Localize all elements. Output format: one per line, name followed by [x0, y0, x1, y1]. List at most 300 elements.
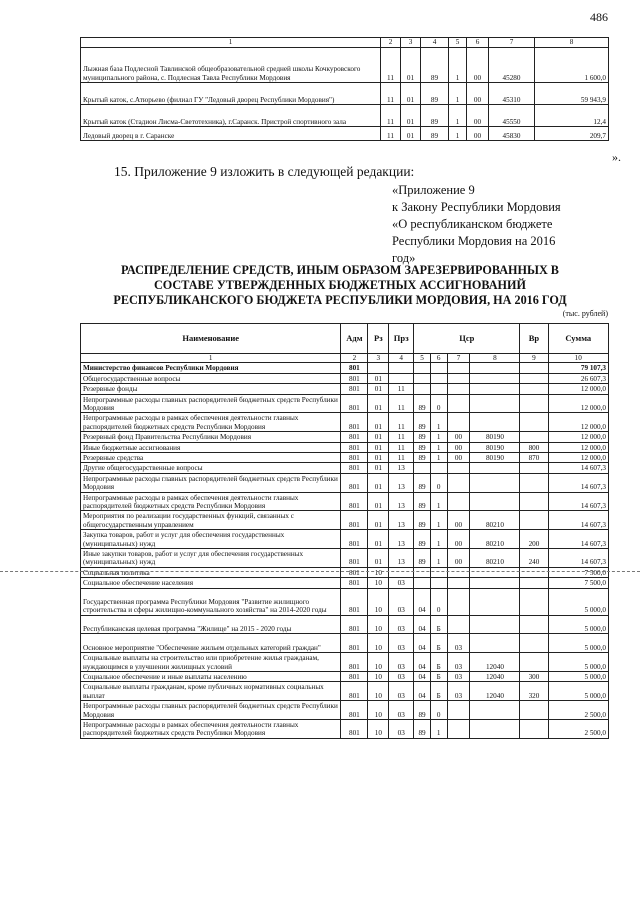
column-number: 6 — [430, 354, 447, 363]
row-vr — [520, 363, 548, 373]
column-number: 1 — [81, 38, 381, 48]
row-csr-4 — [470, 373, 520, 383]
table-row — [81, 473, 609, 492]
row-sum: 5 000,0 — [548, 672, 608, 682]
row-csr-1: 89 — [414, 492, 431, 511]
table-row — [81, 567, 609, 577]
table-row — [81, 615, 609, 634]
row-adm: 801 — [341, 578, 368, 588]
row-sum: 1 600,0 — [535, 48, 609, 83]
row-sum: 14 607,3 — [548, 530, 608, 549]
row-csr-1: 1 — [449, 48, 467, 83]
row-csr-4 — [470, 720, 520, 739]
row-csr-2 — [430, 384, 447, 394]
row-name: Мероприятия по реализации государственных функций, связанных с общегосударственным управлением — [81, 511, 341, 530]
row-name: Непрограммные расходы главных распорядителей бюджетных средств Республики Мордовия — [81, 701, 341, 720]
row-vr: 800 — [520, 442, 548, 452]
row-vr: 240 — [520, 548, 548, 567]
row-prz: 11 — [389, 442, 414, 452]
row-csr-3 — [447, 384, 470, 394]
row-csr-1: 04 — [414, 682, 431, 701]
row-csr-3: 00 — [447, 442, 470, 452]
row-csr-3 — [447, 567, 470, 577]
row-prz — [389, 373, 414, 383]
row-csr-2: 1 — [430, 548, 447, 567]
row-name: Государственная программа Республики Мордовия "Развитие жилищного строительства и сферы жилищно-коммунального хозяйства" на 2014-2020 годы — [81, 588, 341, 615]
column-number: 1 — [81, 354, 341, 363]
header-csr: Цср — [414, 324, 520, 354]
row-sum: 12 000,0 — [548, 452, 608, 462]
row-csr-4: 80190 — [470, 452, 520, 462]
row-vr: 300 — [520, 672, 548, 682]
row-rz: 01 — [401, 83, 421, 105]
row-adm: 11 — [381, 105, 401, 127]
row-sum: 2 500,0 — [548, 701, 608, 720]
row-vr: 320 — [520, 682, 548, 701]
column-number: 8 — [535, 38, 609, 48]
row-prz: 11 — [389, 394, 414, 413]
row-csr-3 — [447, 720, 470, 739]
row-adm: 801 — [341, 615, 368, 634]
row-prz: 11 — [389, 413, 414, 432]
column-number: 7 — [447, 354, 470, 363]
row-name: Республиканская целевая программа "Жилище" на 2015 - 2020 годы — [81, 615, 341, 634]
row-csr-3 — [447, 588, 470, 615]
row-csr-1: 89 — [414, 473, 431, 492]
table-header-row — [81, 324, 609, 354]
row-prz: 13 — [389, 530, 414, 549]
row-vr — [520, 567, 548, 577]
row-csr-2: 00 — [467, 83, 489, 105]
row-csr-1: 89 — [414, 394, 431, 413]
column-number: 2 — [341, 354, 368, 363]
annex-line: «Приложение 9 — [392, 183, 475, 197]
table-row — [81, 105, 609, 127]
row-csr-2: 0 — [430, 473, 447, 492]
row-adm: 801 — [341, 548, 368, 567]
row-rz: 01 — [368, 463, 389, 473]
row-name: Другие общегосударственные вопросы — [81, 463, 341, 473]
row-csr-3: 03 — [447, 682, 470, 701]
row-csr-2: 1 — [430, 432, 447, 442]
row-csr-4: 80210 — [470, 548, 520, 567]
table-row — [81, 432, 609, 442]
row-csr-3: 03 — [447, 672, 470, 682]
row-adm: 801 — [341, 530, 368, 549]
row-sum: 5 000,0 — [548, 588, 608, 615]
continued-table-header-row — [81, 38, 609, 48]
row-csr-3: 00 — [447, 452, 470, 462]
row-csr-3: 00 — [447, 530, 470, 549]
row-name: Закупка товаров, работ и услуг для обеспечения государственных (муниципальных) нужд — [81, 530, 341, 549]
row-csr-4: 80210 — [470, 511, 520, 530]
row-rz: 01 — [368, 530, 389, 549]
row-prz: 03 — [389, 653, 414, 672]
row-name: Иные бюджетные ассигнования — [81, 442, 341, 452]
row-csr-3 — [447, 701, 470, 720]
row-sum: 5 000,0 — [548, 634, 608, 653]
row-csr-1: 1 — [449, 127, 467, 141]
row-csr-1: 04 — [414, 588, 431, 615]
row-adm: 801 — [341, 413, 368, 432]
row-name: Непрограммные расходы в рамках обеспечения деятельности главных распорядителей бюджетных средств Республики Мордовия — [81, 720, 341, 739]
row-adm: 801 — [341, 473, 368, 492]
row-csr-3 — [447, 615, 470, 634]
row-csr-1: 89 — [414, 530, 431, 549]
title-line: РАСПРЕДЕЛЕНИЕ СРЕДСТВ, ИНЫМ ОБРАЗОМ ЗАРЕЗЕРВИРОВАННЫХ В — [121, 263, 559, 277]
header-sum: Сумма — [548, 324, 608, 354]
row-adm: 11 — [381, 48, 401, 83]
row-name: Резервные средства — [81, 452, 341, 462]
row-sum: 5 000,0 — [548, 653, 608, 672]
row-name: Социальное обеспечение и иные выплаты населению — [81, 672, 341, 682]
row-name: Резервные фонды — [81, 384, 341, 394]
table-row — [81, 653, 609, 672]
row-sum: 79 107,3 — [548, 363, 608, 373]
row-rz: 01 — [368, 511, 389, 530]
row-rz: 10 — [368, 701, 389, 720]
row-sum: 12 000,0 — [548, 394, 608, 413]
row-csr-2 — [430, 567, 447, 577]
row-name: Социальная политика — [81, 567, 341, 577]
row-csr-2: 1 — [430, 442, 447, 452]
table-row — [81, 384, 609, 394]
row-adm: 801 — [341, 384, 368, 394]
row-prz — [389, 567, 414, 577]
table-row — [81, 394, 609, 413]
row-csr-4: 12040 — [470, 672, 520, 682]
row-prz: 13 — [389, 463, 414, 473]
row-rz: 10 — [368, 720, 389, 739]
row-rz: 01 — [368, 394, 389, 413]
row-prz: 89 — [421, 83, 449, 105]
row-rz: 10 — [368, 578, 389, 588]
row-vr — [520, 615, 548, 634]
fold-line — [0, 571, 640, 572]
row-adm: 801 — [341, 672, 368, 682]
row-vr — [520, 473, 548, 492]
row-csr-2: 00 — [467, 105, 489, 127]
row-name: Общегосударственные вопросы — [81, 373, 341, 383]
row-rz: 01 — [401, 105, 421, 127]
row-vr — [520, 701, 548, 720]
row-rz: 01 — [368, 432, 389, 442]
row-csr-1: 89 — [414, 413, 431, 432]
row-vr — [520, 463, 548, 473]
annex-reference — [392, 182, 612, 267]
row-adm: 801 — [341, 492, 368, 511]
table-row — [81, 83, 609, 105]
table-row — [81, 48, 609, 83]
row-rz: 10 — [368, 567, 389, 577]
row-name: Непрограммные расходы главных распорядителей бюджетных средств Республики Мордовия — [81, 394, 341, 413]
table-row — [81, 701, 609, 720]
column-number: 7 — [489, 38, 535, 48]
row-csr-4 — [470, 701, 520, 720]
row-name: Социальные выплаты гражданам, кроме публичных нормативных социальных выплат — [81, 682, 341, 701]
row-csr-3 — [447, 394, 470, 413]
row-vr: 870 — [520, 452, 548, 462]
row-vr — [520, 720, 548, 739]
row-sum: 14 607,3 — [548, 511, 608, 530]
table-row — [81, 492, 609, 511]
row-adm: 801 — [341, 720, 368, 739]
row-csr-2: Б — [430, 682, 447, 701]
column-number: 9 — [520, 354, 548, 363]
row-name: Министерство финансов Республики Мордовия — [81, 363, 341, 373]
row-csr-3: 00 — [447, 548, 470, 567]
row-csr-4 — [470, 588, 520, 615]
row-rz: 01 — [368, 413, 389, 432]
row-csr-2: 1 — [430, 511, 447, 530]
row-csr-1: 89 — [414, 442, 431, 452]
row-sum: 14 607,3 — [548, 463, 608, 473]
table-row — [81, 720, 609, 739]
column-number: 2 — [381, 38, 401, 48]
row-sum: 209,7 — [535, 127, 609, 141]
row-csr-3 — [447, 413, 470, 432]
column-number: 6 — [467, 38, 489, 48]
distribution-table — [80, 323, 609, 739]
document-title — [60, 263, 620, 308]
row-name: Непрограммные расходы главных распорядителей бюджетных средств Республики Мордовия — [81, 473, 341, 492]
row-csr-3: 03 — [447, 634, 470, 653]
row-adm: 801 — [341, 363, 368, 373]
row-prz: 13 — [389, 492, 414, 511]
row-csr-2: 1 — [430, 492, 447, 511]
table-row — [81, 127, 609, 141]
row-csr-1 — [414, 567, 431, 577]
row-sum: 12 000,0 — [548, 442, 608, 452]
row-prz: 03 — [389, 578, 414, 588]
row-csr-1: 89 — [414, 548, 431, 567]
row-name: Крытый каток (Стадион Лисма-Светотехника), г.Саранск. Пристрой спортивного зала — [81, 105, 381, 127]
row-csr-1 — [414, 384, 431, 394]
row-csr-3: 00 — [447, 432, 470, 442]
column-number: 3 — [401, 38, 421, 48]
closing-quote: ». — [612, 150, 621, 164]
row-vr — [520, 432, 548, 442]
row-csr-1: 89 — [414, 511, 431, 530]
column-number: 4 — [389, 354, 414, 363]
row-adm: 801 — [341, 634, 368, 653]
table-row — [81, 578, 609, 588]
annex-line: Республики Мордовия на 2016 — [392, 234, 556, 248]
column-number: 4 — [421, 38, 449, 48]
title-line: РЕСПУБЛИКАНСКОГО БЮДЖЕТА РЕСПУБЛИКИ МОРДОВИЯ, НА 2016 ГОД — [113, 293, 567, 307]
row-sum: 14 607,3 — [548, 548, 608, 567]
row-sum: 12,4 — [535, 105, 609, 127]
row-csr-1: 89 — [414, 432, 431, 442]
row-csr-3: 45280 — [489, 48, 535, 83]
row-prz: 03 — [389, 720, 414, 739]
table-row — [81, 588, 609, 615]
row-rz: 10 — [368, 588, 389, 615]
row-vr — [520, 588, 548, 615]
row-csr-3 — [447, 373, 470, 383]
row-vr — [520, 653, 548, 672]
row-csr-2 — [430, 463, 447, 473]
row-csr-4 — [470, 492, 520, 511]
table-row — [81, 548, 609, 567]
row-rz: 10 — [368, 615, 389, 634]
page-number: 486 — [590, 10, 608, 24]
row-name: Основное мероприятие "Обеспечение жильем отдельных категорий граждан" — [81, 634, 341, 653]
table-row — [81, 452, 609, 462]
row-adm: 801 — [341, 452, 368, 462]
table-row — [81, 413, 609, 432]
row-csr-2: 1 — [430, 530, 447, 549]
row-csr-4: 12040 — [470, 653, 520, 672]
row-prz: 03 — [389, 615, 414, 634]
row-csr-1: 89 — [414, 452, 431, 462]
row-csr-3 — [447, 473, 470, 492]
row-sum: 12 000,0 — [548, 432, 608, 442]
row-sum: 12 000,0 — [548, 413, 608, 432]
row-csr-4 — [470, 384, 520, 394]
row-csr-3: 00 — [447, 511, 470, 530]
row-sum: 2 500,0 — [548, 720, 608, 739]
row-adm: 11 — [381, 83, 401, 105]
row-csr-4 — [470, 473, 520, 492]
header-name: Наименование — [81, 324, 341, 354]
row-csr-1: 04 — [414, 653, 431, 672]
row-csr-2: Б — [430, 672, 447, 682]
row-csr-3: 45310 — [489, 83, 535, 105]
row-rz: 01 — [368, 452, 389, 462]
row-sum: 14 607,3 — [548, 473, 608, 492]
row-adm: 11 — [381, 127, 401, 141]
row-rz: 10 — [368, 653, 389, 672]
row-adm: 801 — [341, 463, 368, 473]
row-rz: 01 — [368, 492, 389, 511]
unit-label: (тыс. рублей) — [562, 309, 608, 318]
table-row — [81, 442, 609, 452]
row-prz: 13 — [389, 548, 414, 567]
row-adm: 801 — [341, 701, 368, 720]
row-adm: 801 — [341, 373, 368, 383]
row-csr-4 — [470, 578, 520, 588]
row-csr-4 — [470, 363, 520, 373]
row-vr — [520, 394, 548, 413]
row-csr-3 — [447, 578, 470, 588]
row-csr-2: 0 — [430, 701, 447, 720]
row-csr-2 — [430, 578, 447, 588]
row-name: Иные закупки товаров, работ и услуг для обеспечения государственных (муниципальных) нужд — [81, 548, 341, 567]
row-adm: 801 — [341, 511, 368, 530]
row-csr-2: 1 — [430, 413, 447, 432]
row-csr-4 — [470, 567, 520, 577]
table-row — [81, 634, 609, 653]
row-csr-1: 89 — [414, 701, 431, 720]
row-vr — [520, 634, 548, 653]
row-sum: 12 000,0 — [548, 384, 608, 394]
row-rz: 01 — [368, 473, 389, 492]
row-prz: 89 — [421, 127, 449, 141]
row-csr-1: 04 — [414, 615, 431, 634]
row-csr-2: 0 — [430, 394, 447, 413]
row-csr-1: 89 — [414, 720, 431, 739]
row-rz: 01 — [401, 127, 421, 141]
row-rz: 01 — [368, 548, 389, 567]
table-row — [81, 682, 609, 701]
row-vr — [520, 511, 548, 530]
row-csr-4 — [470, 463, 520, 473]
row-csr-2: Б — [430, 615, 447, 634]
row-name: Резервный фонд Правительства Республики Мордовия — [81, 432, 341, 442]
row-csr-2 — [430, 363, 447, 373]
row-vr — [520, 492, 548, 511]
row-rz: 10 — [368, 672, 389, 682]
annex-line: к Закону Республики Мордовия — [392, 200, 561, 214]
row-rz: 01 — [368, 384, 389, 394]
header-prz: Прз — [389, 324, 414, 354]
column-number: 10 — [548, 354, 608, 363]
header-adm: Адм — [341, 324, 368, 354]
row-csr-1 — [414, 363, 431, 373]
header-rz: Рз — [368, 324, 389, 354]
header-vr: Вр — [520, 324, 548, 354]
row-csr-1 — [414, 463, 431, 473]
column-number: 5 — [449, 38, 467, 48]
row-adm: 801 — [341, 567, 368, 577]
row-adm: 801 — [341, 653, 368, 672]
table-row — [81, 530, 609, 549]
row-name: Крытый каток, с.Атюрьево (филиал ГУ "Ледовый дворец Республики Мордовия") — [81, 83, 381, 105]
row-csr-3: 45550 — [489, 105, 535, 127]
row-vr — [520, 578, 548, 588]
row-vr — [520, 373, 548, 383]
row-name: Непрограммные расходы в рамках обеспечения деятельности главных распорядителей бюджетных средств Республики Мордовия — [81, 492, 341, 511]
table-row — [81, 463, 609, 473]
row-prz: 89 — [421, 48, 449, 83]
row-rz: 01 — [368, 373, 389, 383]
row-name: Непрограммные расходы в рамках обеспечения деятельности главных распорядителей бюджетных средств Республики Мордовия — [81, 413, 341, 432]
table-row — [81, 511, 609, 530]
row-csr-2: 1 — [430, 452, 447, 462]
row-vr — [520, 413, 548, 432]
row-prz: 03 — [389, 588, 414, 615]
row-sum: 5 000,0 — [548, 615, 608, 634]
table-row — [81, 373, 609, 383]
row-csr-1: 04 — [414, 634, 431, 653]
title-line: СОСТАВЕ УТВЕРЖДЕННЫХ БЮДЖЕТНЫХ АССИГНОВАНИЙ — [154, 278, 526, 292]
row-prz: 11 — [389, 452, 414, 462]
column-number: 8 — [470, 354, 520, 363]
annex-line: год» — [392, 251, 416, 265]
row-csr-3 — [447, 492, 470, 511]
row-sum: 59 943,9 — [535, 83, 609, 105]
row-rz: 01 — [368, 442, 389, 452]
row-csr-2: Б — [430, 653, 447, 672]
row-prz: 11 — [389, 384, 414, 394]
row-rz: 10 — [368, 634, 389, 653]
row-name: Социальные выплаты на строительство или приобретение жилья гражданам, нуждающимся в улучшении жилищных условий — [81, 653, 341, 672]
row-name: Социальное обеспечение населения — [81, 578, 341, 588]
row-csr-3: 45830 — [489, 127, 535, 141]
row-prz: 11 — [389, 432, 414, 442]
row-adm: 801 — [341, 394, 368, 413]
row-prz — [389, 363, 414, 373]
row-sum: 5 000,0 — [548, 682, 608, 701]
row-csr-2: Б — [430, 634, 447, 653]
column-number: 3 — [368, 354, 389, 363]
row-prz: 03 — [389, 682, 414, 701]
row-rz — [368, 363, 389, 373]
row-sum: 26 607,3 — [548, 373, 608, 383]
table-row — [81, 363, 609, 373]
row-prz: 03 — [389, 701, 414, 720]
